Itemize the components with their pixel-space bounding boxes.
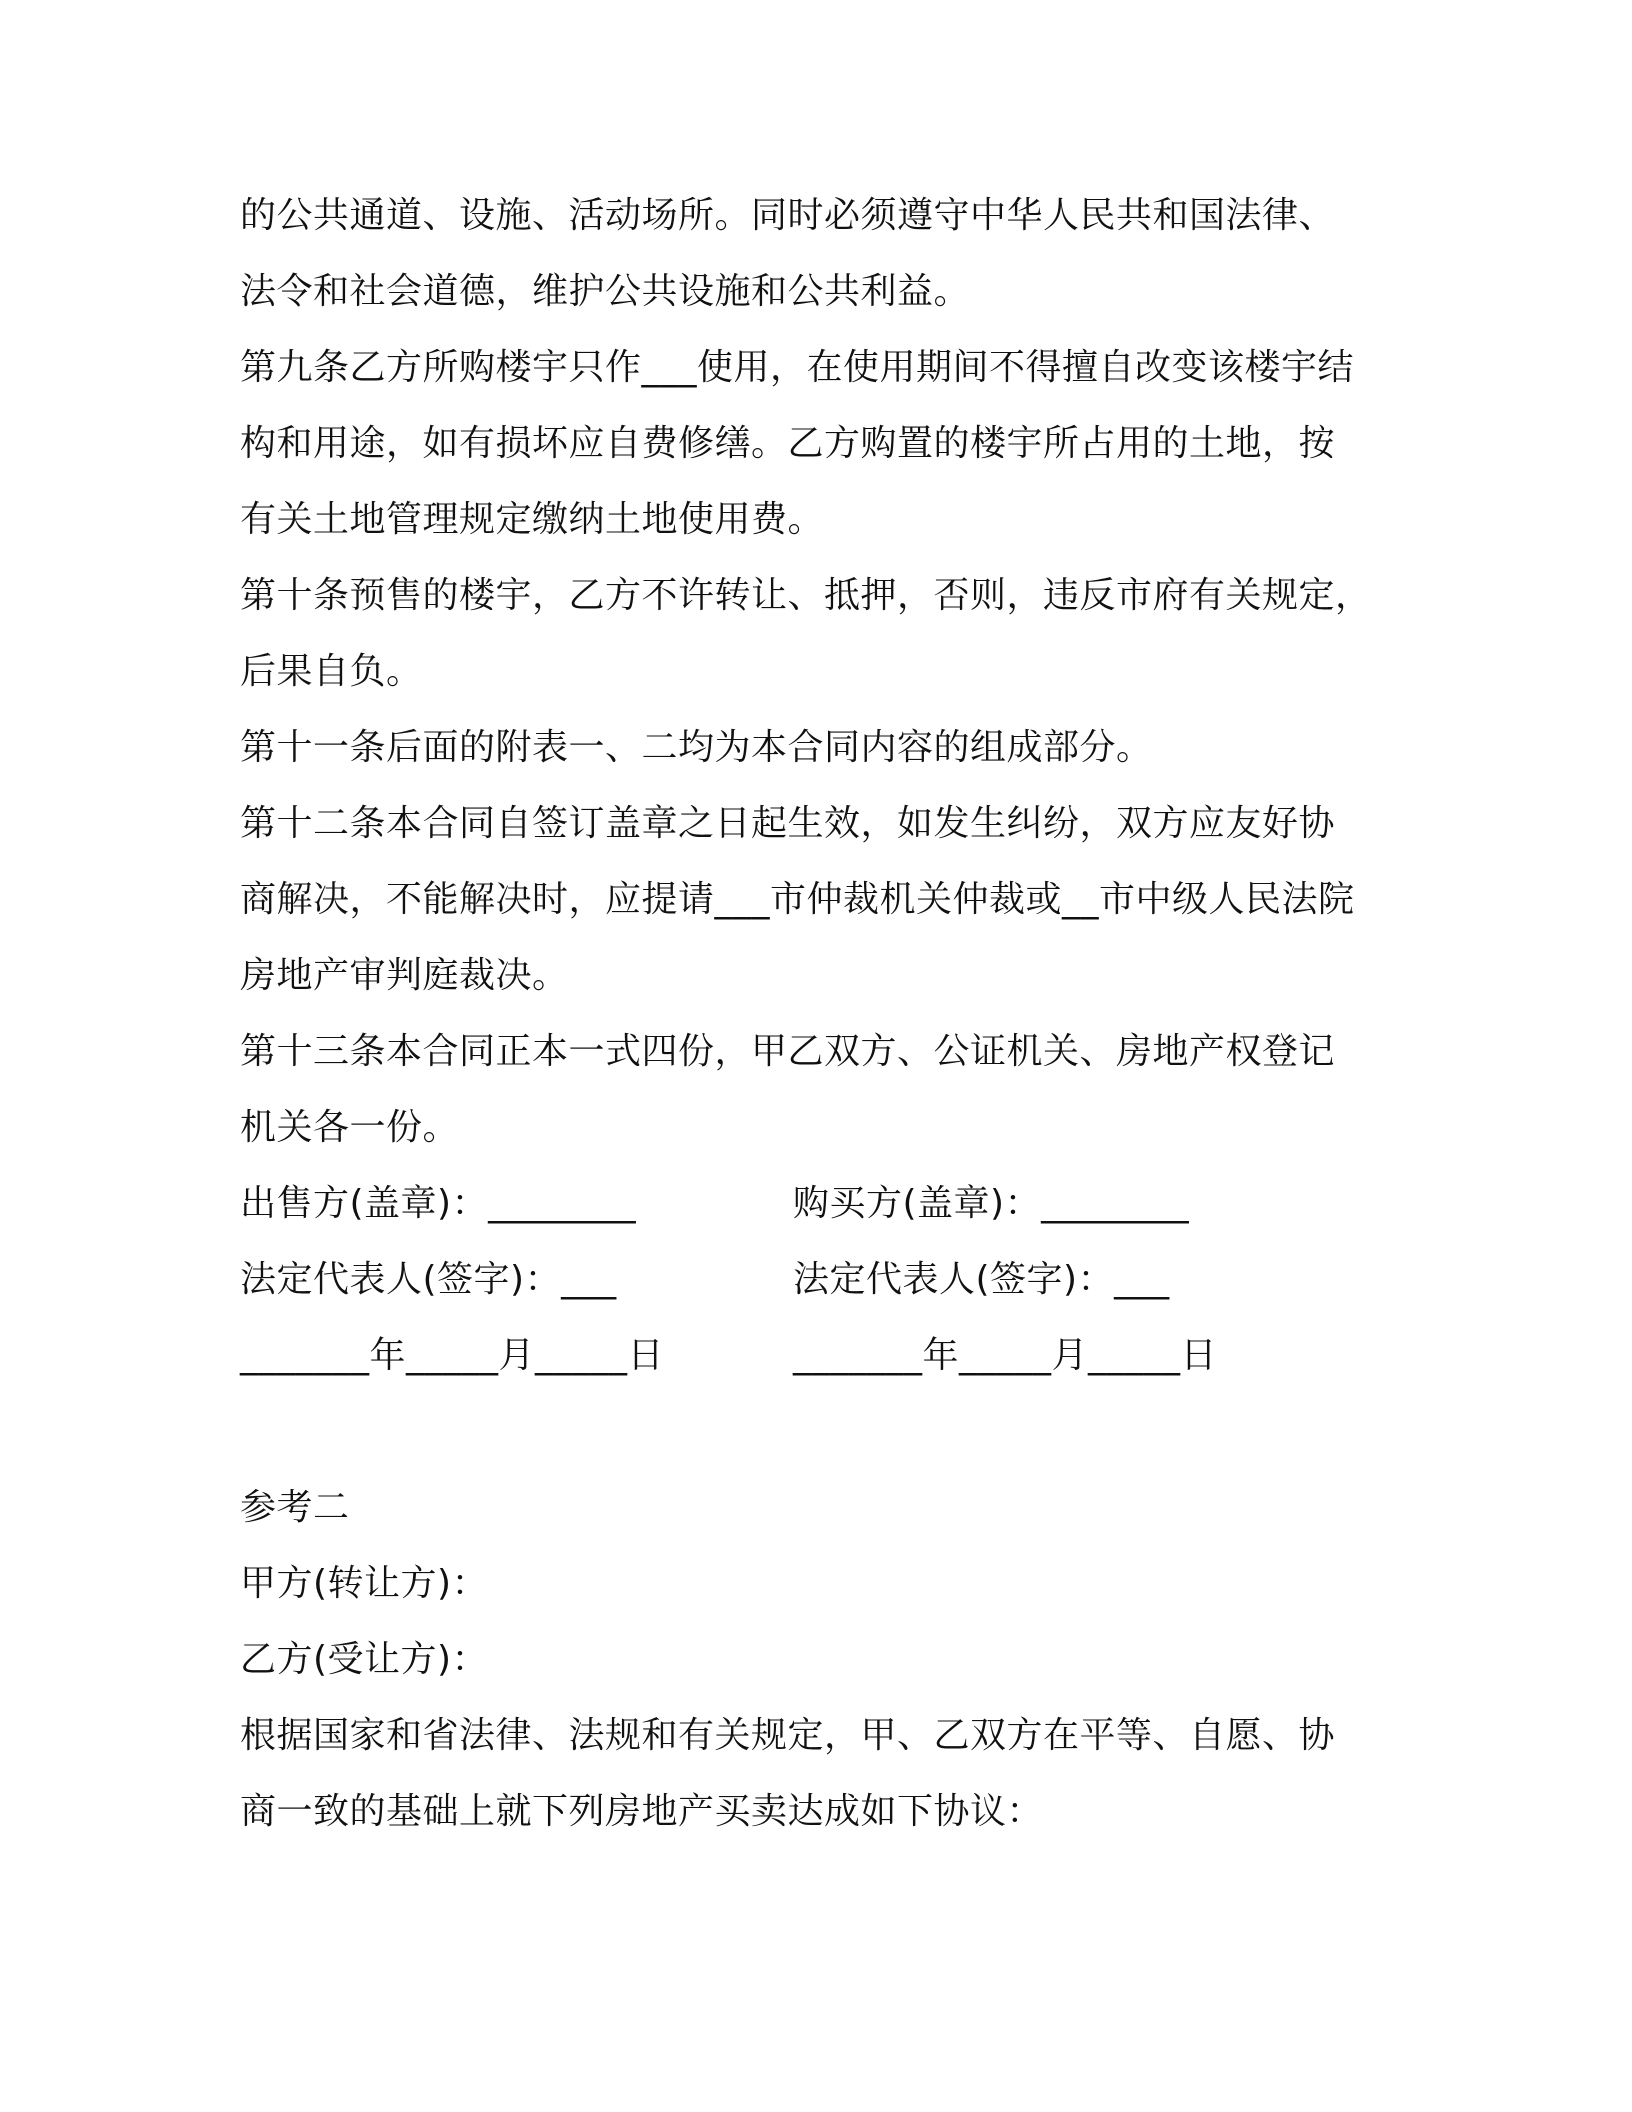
section-heading: 参考二 [240,1487,350,1528]
body-line-2: 法令和社会道德，维护公共设施和公共利益。 [240,271,971,312]
body-line-1: 的公共通道、设施、活动场所。同时必须遵守中华人民共和国法律、 [240,195,1336,236]
article-12-line-2: 商解决，不能解决时，应提请___市仲裁机关仲裁或__市中级人民法院 [240,879,1355,920]
article-11-line: 第十一条后面的附表一、二均为本合同内容的组成部分。 [240,727,1153,768]
article-13-line-1: 第十三条本合同正本一式四份，甲乙双方、公证机关、房地产权登记 [240,1031,1336,1072]
agreement-intro-line-1: 根据国家和省法律、法规和有关规定，甲、乙双方在平等、自愿、协 [240,1715,1336,1756]
agreement-intro-line-2: 商一致的基础上就下列房地产买卖达成如下协议： [240,1791,1044,1832]
seller-seal-field: 出售方(盖章)：________ [240,1183,637,1224]
article-10-line-2: 后果自负。 [240,651,423,692]
article-13-line-2: 机关各一份。 [240,1107,460,1148]
party-b-label: 乙方(受让方)： [240,1639,489,1680]
seller-date-field: _______年_____月_____日 [240,1335,664,1376]
article-9-line-2: 构和用途，如有损坏应自费修缮。乙方购置的楼宇所占用的土地，按 [240,423,1336,464]
article-12-line-1: 第十二条本合同自签订盖章之日起生效，如发生纠纷，双方应友好协 [240,803,1336,844]
article-12-line-3: 房地产审判庭裁决。 [240,955,569,996]
party-a-label: 甲方(转让方)： [240,1563,489,1604]
buyer-date-field: _______年_____月_____日 [793,1335,1217,1376]
seller-representative-field: 法定代表人(签字)：___ [240,1259,617,1300]
buyer-representative-field: 法定代表人(签字)：___ [793,1259,1170,1300]
article-9-line-3: 有关土地管理规定缴纳土地使用费。 [240,499,825,540]
article-10-line-1: 第十条预售的楼宇，乙方不许转让、抵押，否则，违反市府有关规定， [240,575,1372,616]
article-9-line-1: 第九条乙方所购楼宇只作___使用，在使用期间不得擅自改变该楼宇结 [240,347,1355,388]
buyer-seal-field: 购买方(盖章)：________ [793,1183,1190,1224]
